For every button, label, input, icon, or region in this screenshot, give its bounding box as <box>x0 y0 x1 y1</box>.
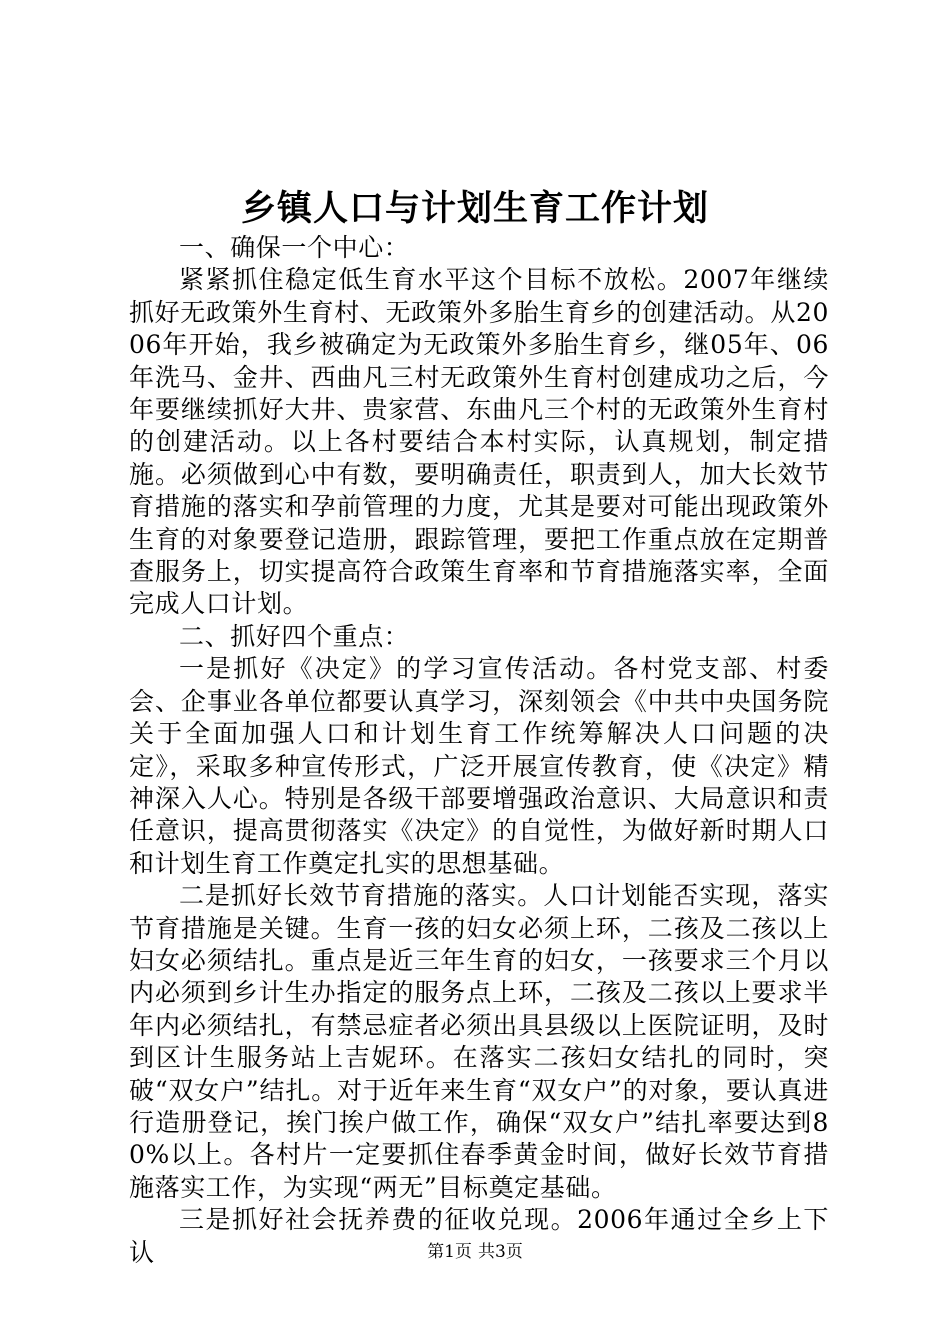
page-number: 第1页 <box>427 1242 472 1262</box>
body-paragraph-4: 三是抓好社会抚养费的征收兑现。2006年通过全乡上下认 <box>129 1205 829 1267</box>
body-paragraph-2: 一是抓好《决定》的学习宣传活动。各村党支部、村委会、企事业各单位都要认真学习，深刻领会《中共中央国务院关于全面加强人口和计划生育工作统筹解决人口问题的决定》，采取多种宣传形式，广泛开展宣传教育，使《决定》精神深入人心。特别是各级干部要增强政治意识、大局意识和责任意识，提高贯彻落实《决定》的自觉性，为做好新时期人口和计划生育工作奠定扎实的思想基础。 <box>129 654 829 878</box>
document-title: 乡镇人口与计划生育工作计划 <box>240 188 709 229</box>
page-footer <box>0 1240 950 1264</box>
body-paragraph-3: 二是抓好长效节育措施的落实。人口计划能否实现，落实节育措施是关键。生育一孩的妇女必须上环，二孩及二孩以上妇女必须结扎。重点是近三年生育的妇女，一孩要求三个月以内必须到乡计生办指定的服务点上环，二孩及二孩以上要求半年内必须结扎，有禁忌症者必须出具县级以上医院证明，及时到区计生服务站上吉妮环。在落实二孩妇女结扎的同时，突破“双女户”结扎。对于近年来生育“双女户”的对象，要认真进行造册登记，挨门挨户做工作，确保“双女户”结扎率要达到80%以上。各村片一定要抓住春季黄金时间，做好长效节育措施落实工作，为实现“两无”目标奠定基础。 <box>129 881 829 1202</box>
body-paragraph-1: 紧紧抓住稳定低生育水平这个目标不放松。2007年继续抓好无政策外生育村、无政策外多胎生育乡的创建活动。从2006年开始，我乡被确定为无政策外多胎生育乡，继05年、06年洗马、金井、西曲凡三村无政策外生育村创建成功之后，今年要继续抓好大井、贵家营、东曲凡三个村的无政策外生育村的创建活动。以上各村要结合本村实际，认真规划，制定措施。必须做到心中有数，要明确责任，职责到人，加大长效节育措施的落实和孕前管理的力度，尤其是要对可能出现政策外生育的对象要登记造册，跟踪管理，要把工作重点放在定期普查服务上，切实提高符合政策生育率和节育措施落实率，全面完成人口计划。 <box>129 265 829 619</box>
section-heading-2: 二、抓好四个重点： <box>179 621 410 651</box>
section-heading-1: 一、确保一个中心： <box>179 233 410 262</box>
document-body <box>129 232 829 1269</box>
page-total: 共3页 <box>478 1242 523 1262</box>
